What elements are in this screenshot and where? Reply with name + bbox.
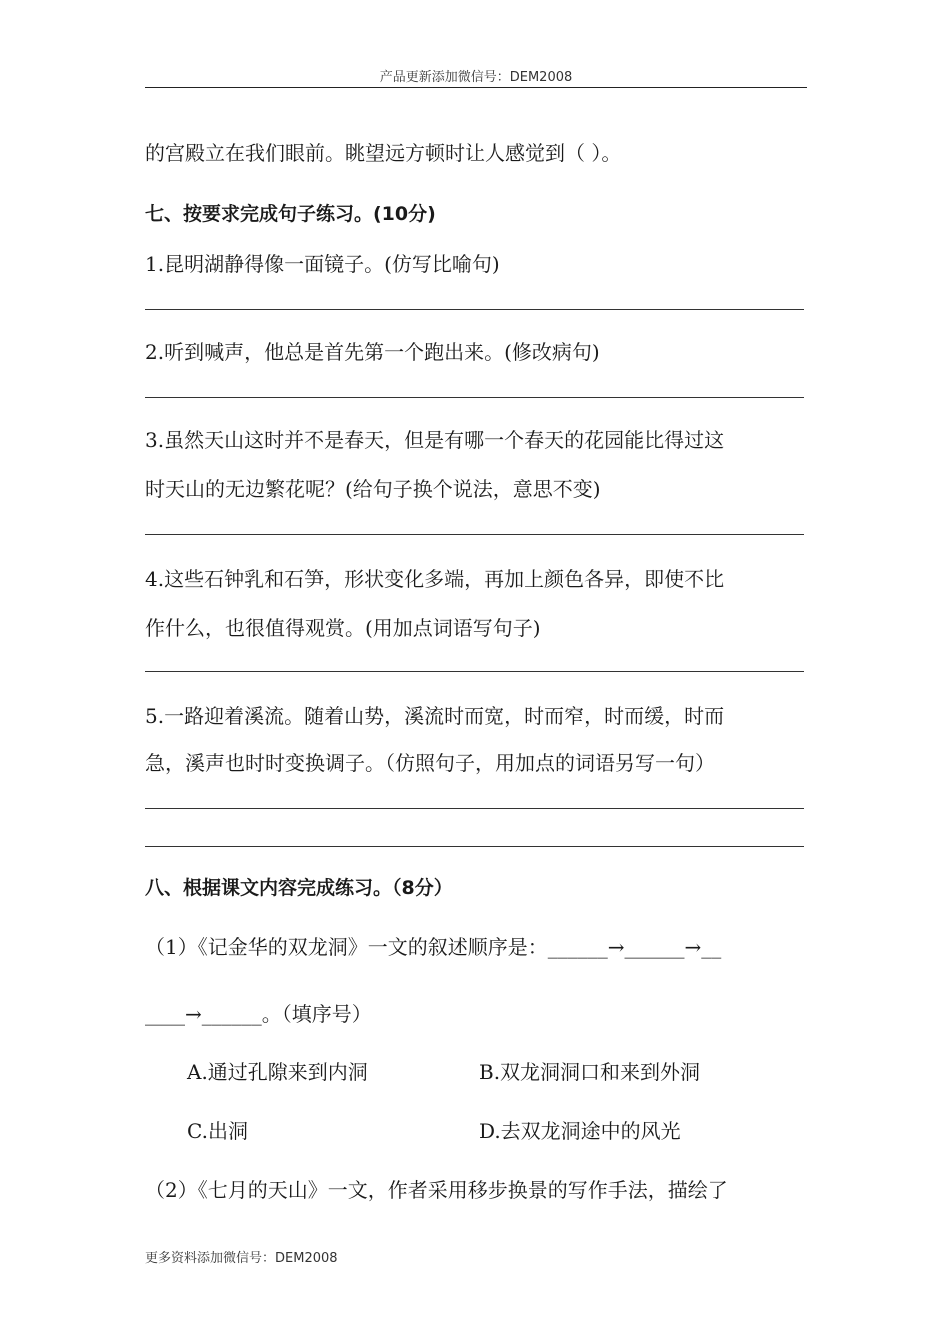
- option-d: D.去双龙洞途中的风光: [479, 1119, 681, 1143]
- question-7-4-line-1: 4.这些石钟乳和石笋，形状变化多端，再加上颜色各异，即使不比: [145, 567, 725, 591]
- question-8-2-line-1: （2）《七月的天山》一文，作者采用移步换景的写作手法，描绘了: [145, 1178, 728, 1202]
- question-8-1-line-1: （1）《记金华的双龙洞》一文的叙述顺序是：______→______→__: [145, 935, 722, 959]
- answer-line: [145, 671, 804, 672]
- section-7-title: 七、按要求完成句子练习。(10分): [145, 203, 436, 225]
- header-text: 产品更新添加微信号：DEM2008: [379, 70, 573, 85]
- answer-line: [145, 397, 804, 398]
- question-7-3-line-1: 3.虽然天山这时并不是春天，但是有哪一个春天的花园能比得过这: [145, 428, 725, 452]
- page-footer: 更多资料添加微信号：DEM2008: [145, 1251, 338, 1266]
- question-7-5-line-1: 5.一路迎着溪流。随着山势，溪流时而宽，时而窄，时而缓，时而: [145, 704, 725, 728]
- question-7-4-line-2: 作什么，也很值得观赏。(用加点词语写句子): [145, 616, 541, 640]
- question-7-5-line-2: 急，溪声也时时变换调子。（仿照句子，用加点的词语另写一句）: [145, 751, 715, 775]
- answer-line: [145, 846, 804, 847]
- question-7-3-line-2: 时天山的无边繁花呢？(给句子换个说法，意思不变): [145, 477, 601, 501]
- option-c: C.出洞: [187, 1119, 248, 1143]
- answer-line: [145, 808, 804, 809]
- option-a: A.通过孔隙来到内洞: [187, 1060, 368, 1084]
- question-7-2: 2.听到喊声，他总是首先第一个跑出来。(修改病句): [145, 340, 600, 364]
- question-7-1: 1.昆明湖静得像一面镜子。(仿写比喻句): [145, 252, 500, 276]
- question-8-1-line-2: ____→______。（填序号）: [145, 1002, 372, 1026]
- option-b: B.双龙洞洞口和来到外洞: [479, 1060, 701, 1084]
- answer-line: [145, 309, 804, 310]
- answer-line: [145, 534, 804, 535]
- intro-continuation: 的宫殿立在我们眼前。眺望远方顿时让人感觉到（ ）。: [145, 141, 622, 165]
- header-divider: [145, 87, 807, 88]
- section-8-title: 八、根据课文内容完成练习。（8分）: [145, 877, 453, 899]
